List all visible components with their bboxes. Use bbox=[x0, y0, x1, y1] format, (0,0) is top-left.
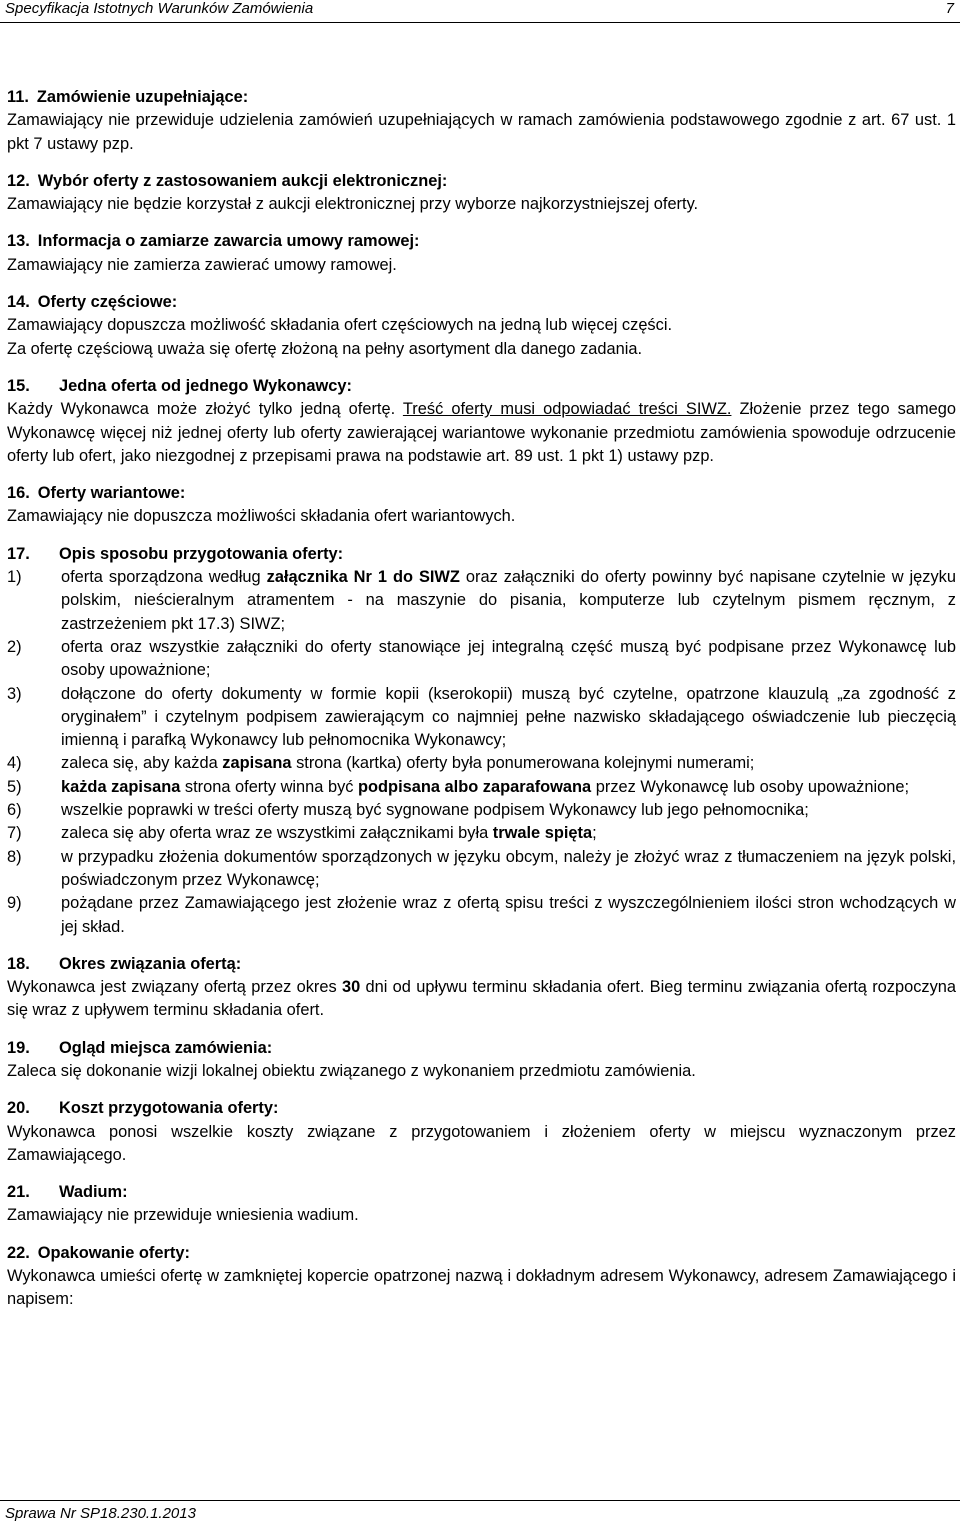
underlined-requirement: Treść oferty musi odpowiadać treści SIWZ. bbox=[402, 400, 732, 419]
section-heading: 19. Ogląd miejsca zamówienia: bbox=[7, 1038, 273, 1057]
section-heading: 16. Oferty wariantowe: bbox=[7, 484, 186, 503]
section-text: Zamawiający nie dopuszcza możliwości składania ofert wariantowych. bbox=[7, 507, 516, 526]
document-body bbox=[7, 86, 956, 1326]
section-text: Zaleca się dokonanie wizji lokalnej obiektu związanego z wykonaniem przedmiotu zamówienia. bbox=[7, 1061, 696, 1080]
section-19 bbox=[7, 1037, 956, 1084]
section-text: Wykonawca umieści ofertę w zamkniętej kopercie opatrzonej nazwą i dokładnym adresem Wykonawcy, adresem Zamawiającego i napisem: bbox=[7, 1267, 956, 1309]
section-14 bbox=[7, 291, 956, 361]
section-text: Zamawiający nie będzie korzystał z aukcji elektronicznej przy wyborze najkorzystniejszej oferty. bbox=[7, 195, 699, 214]
section-text: Wykonawca jest związany ofertą przez okres 30 dni od upływu terminu składania ofert. Bieg terminu związania ofertą rozpoczyna się wraz z upływem terminu składania ofert. bbox=[7, 978, 957, 1020]
section-text: Zamawiający dopuszcza możliwość składania ofert częściowych na jedną lub więcej części. bbox=[7, 316, 673, 335]
list-item: 9) pożądane przez Zamawiającego jest złożenie wraz z ofertą spisu treści z wyszczególnieniem ilości stron wchodzących w jej skład. bbox=[7, 894, 956, 936]
section-21 bbox=[7, 1181, 956, 1228]
list-item: 7) zaleca się aby oferta wraz ze wszystkimi załącznikami była trwale spięta; bbox=[7, 824, 597, 843]
page-number: 7 bbox=[945, 0, 954, 17]
header-rule bbox=[0, 22, 960, 23]
list-item: 6) wszelkie poprawki w treści oferty muszą być sygnowane podpisem Wykonawcy lub jego pełnomocnika; bbox=[7, 801, 809, 820]
section-text: Każdy Wykonawca może złożyć tylko jedną ofertę. Treść oferty musi odpowiadać treści SIWZ. Złożenie przez tego samego Wykonawcę więcej niż jednej oferty lub oferty zawierającej wariantowe wykonanie przedmiotu zamówienia spowoduje odrzucenie oferty lub ofert, jako niezgodnej z przepisami prawa na podstawie art. 89 ust. 1 pkt 1) ustawy pzp. bbox=[7, 400, 956, 465]
section-text: Zamawiający nie przewiduje udzielenia zamówień uzupełniających w ramach zamówienia podstawowego zgodnie z art. 67 ust. 1 pkt 7 ustawy pzp. bbox=[7, 111, 956, 153]
section-22 bbox=[7, 1242, 956, 1312]
list-item: 3) dołączone do oferty dokumenty w formie kopii (kserokopii) muszą być czytelne, opatrzone klauzulą „za zgodność z oryginałem” i czytelnym podpisem zawierającym co najmniej pełne nazwisko składającego oświadczenie lub pieczęcią imienną i parafką Wykonawcy lub pełnomocnika Wykonawcy; bbox=[7, 684, 956, 750]
section-text: Zamawiający nie przewiduje wniesienia wadium. bbox=[7, 1206, 359, 1225]
section-18 bbox=[7, 953, 956, 1023]
section-12 bbox=[7, 170, 956, 217]
section-17 bbox=[7, 543, 956, 939]
section-heading: 21. Wadium: bbox=[7, 1183, 128, 1202]
footer-rule bbox=[0, 1500, 960, 1501]
section-13 bbox=[7, 230, 956, 277]
page-footer bbox=[0, 1500, 960, 1527]
section-heading: 13. Informacja o zamiarze zawarcia umowy ramowej: bbox=[7, 232, 420, 251]
list-item: 4) zaleca się, aby każda zapisana strona (kartka) oferty była ponumerowana kolejnymi numerami; bbox=[7, 754, 755, 773]
list-item: 8) w przypadku złożenia dokumentów sporządzonych w języku obcym, należy je złożyć wraz z tłumaczeniem na język polski, poświadczonym przez Wykonawcę; bbox=[7, 847, 956, 889]
section-20 bbox=[7, 1097, 956, 1167]
section-heading: 12. Wybór oferty z zastosowaniem aukcji elektronicznej: bbox=[7, 171, 448, 190]
list-item: 1) oferta sporządzona według załącznika Nr 1 do SIWZ oraz załączniki do oferty powinny być napisane czytelnie w języku polskim, nieścieralnym atramentem - na maszynie do pisania, komputerze lub czytelnym pismem ręcznym, z zastrzeżeniem pkt 17.3) SIWZ; bbox=[7, 568, 956, 633]
section-heading: 20. Koszt przygotowania oferty: bbox=[7, 1099, 279, 1118]
section-heading: 22. Opakowanie oferty: bbox=[7, 1243, 190, 1262]
preparation-list bbox=[7, 566, 956, 939]
section-heading: 18. Okres związania ofertą: bbox=[7, 954, 242, 973]
list-item: 2) oferta oraz wszystkie załączniki do oferty stanowiące jej integralną część muszą być podpisane przez Wykonawcę lub osoby upoważnione; bbox=[7, 637, 956, 680]
section-heading: 17. Opis sposobu przygotowania oferty: bbox=[7, 544, 344, 563]
document-title: Specyfikacja Istotnych Warunków Zamówienia bbox=[5, 0, 314, 17]
section-heading: 11. Zamówienie uzupełniające: bbox=[7, 88, 249, 106]
section-15 bbox=[7, 375, 956, 468]
section-text: Za ofertę częściową uważa się ofertę złożoną na pełny asortyment dla danego zadania. bbox=[7, 339, 643, 358]
page-header bbox=[0, 0, 960, 24]
section-text: Wykonawca ponosi wszelkie koszty związane z przygotowaniem i złożeniem oferty w miejscu wyznaczonym przez Zamawiającego. bbox=[7, 1122, 956, 1164]
case-reference: Sprawa Nr SP18.230.1.2013 bbox=[5, 1505, 196, 1522]
section-text: Zamawiający nie zamierza zawierać umowy ramowej. bbox=[7, 255, 397, 274]
list-item: 5) każda zapisana strona oferty winna być podpisana albo zaparafowana przez Wykonawcę lub osoby upoważnione; bbox=[7, 777, 910, 796]
section-11 bbox=[7, 86, 956, 156]
section-heading: 15. Jedna oferta od jednego Wykonawcy: bbox=[7, 376, 352, 395]
section-heading: 14. Oferty częściowe: bbox=[7, 293, 178, 312]
section-16 bbox=[7, 482, 956, 529]
